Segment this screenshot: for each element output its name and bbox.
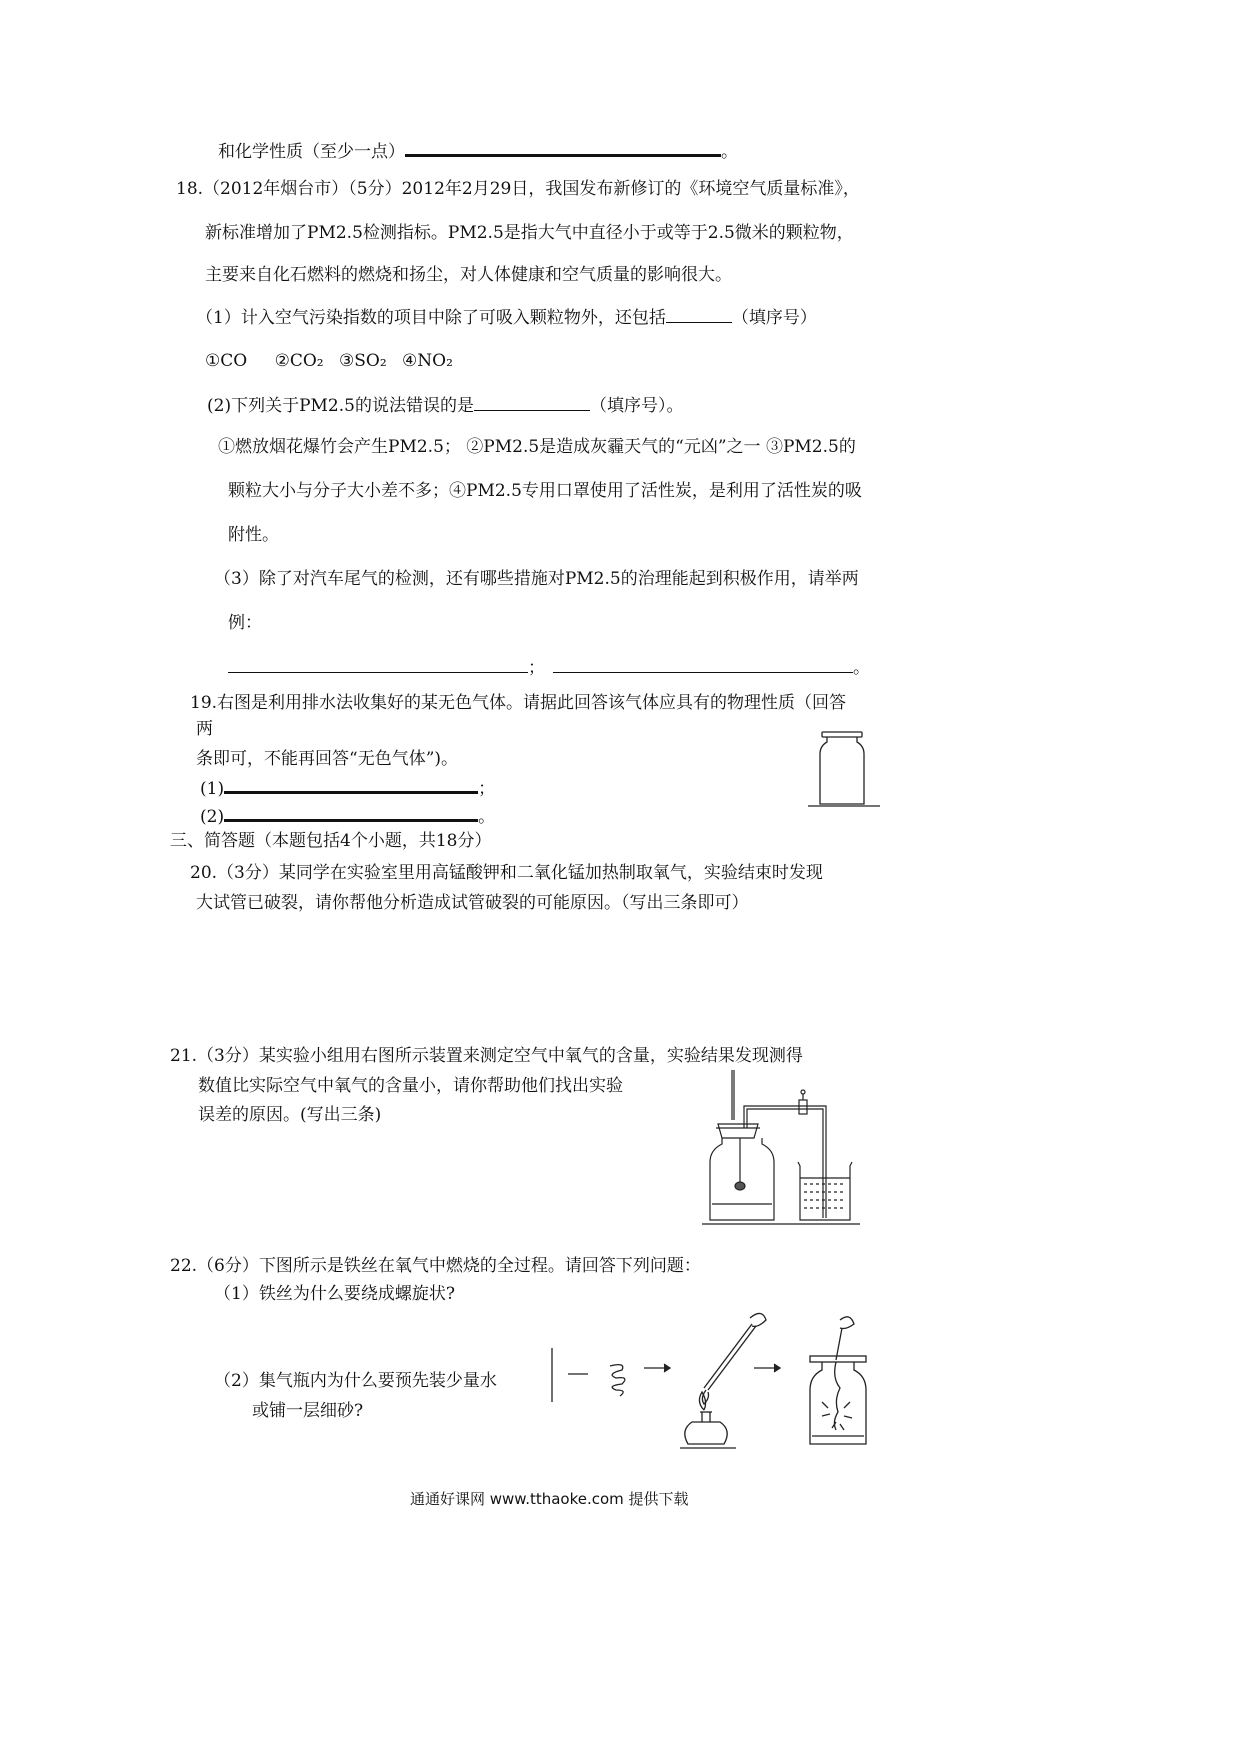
q17-tail-prefix: 和化学性质（至少一点） — [218, 142, 405, 162]
q19-answer-1-end: ； — [478, 779, 496, 799]
q18-option-3: ③SO₂ — [339, 351, 387, 371]
q21-line1: 21.（3分）某实验小组用右图所示装置来测定空气中氧气的含量，实验结果发现测得 — [170, 1046, 803, 1066]
q19-answer-2-label: (2) — [200, 807, 225, 827]
section3-title: 三、简答题（本题包括4个小题，共18分） — [170, 831, 492, 851]
q19-answer-2-end: 。 — [478, 807, 496, 827]
q21-line3: 误差的原因。(写出三条) — [198, 1105, 382, 1125]
q18-intro-line3: 主要来自化石燃料的燃烧和扬尘，对人体健康和空气质量的影响很大。 — [205, 265, 732, 285]
q18-part3-line2: 例： — [228, 613, 262, 633]
q19-answer-1 — [200, 775, 495, 800]
q17-tail-suffix: 。 — [721, 142, 738, 162]
q18-part1-prefix: （1）计入空气污染指数的项目中除了可吸入颗粒物外，还包括 — [196, 308, 666, 328]
q19-line1: 19.右图是利用排水法收集好的某无色气体。请据此回答该气体应具有的物理性质（回答 — [190, 693, 847, 713]
q18-option-4: ④NO₂ — [402, 351, 453, 371]
q21-line2: 数值比实际空气中氧气的含量小，请你帮助他们找出实验 — [198, 1076, 623, 1096]
q20-line1: 20.（3分）某同学在实验室里用高锰酸钾和二氧化锰加热制取氧气，实验结束时发现 — [190, 863, 823, 883]
q18-options — [205, 350, 453, 372]
q19-answer-1-blank[interactable] — [224, 775, 478, 794]
q18-part3-line1: （3）除了对汽车尾气的检测，还有哪些措施对PM2.5的治理能起到积极作用，请举两 — [214, 569, 859, 589]
gas-jar-figure — [800, 728, 886, 812]
footer-download-note: 通通好课网 www.tthaoke.com 提供下载 — [410, 1490, 689, 1508]
q18-part2 — [207, 394, 683, 417]
q18-option-1: ①CO — [205, 351, 248, 371]
q18-part3-answers — [228, 656, 870, 679]
q18-part3-end: 。 — [853, 658, 870, 678]
q18-part2-line3: 附性。 — [228, 525, 279, 545]
q17-tail — [218, 138, 738, 163]
q18-part2-prefix: (2)下列关于PM2.5的说法错误的是 — [207, 396, 474, 416]
q18-part1-blank[interactable] — [666, 306, 732, 323]
q18-part3-separator: ； — [528, 658, 545, 678]
q18-part2-suffix: （填序号）。 — [589, 396, 684, 416]
q22-part2-line2: 或铺一层细砂? — [252, 1401, 364, 1421]
q20-line2: 大试管已破裂，请你帮他分析造成试管破裂的可能原因。（写出三条即可） — [196, 893, 749, 913]
q22-line1: 22.（6分）下图所示是铁丝在氧气中燃烧的全过程。请回答下列问题： — [170, 1256, 701, 1276]
q18-header: 18.（2012年烟台市）（5分）2012年2月29日，我国发布新修订的《环境空气质量标准》， — [176, 179, 860, 199]
q19-answer-1-label: (1) — [200, 779, 225, 799]
q18-part2-line2: 颗粒大小与分子大小差不多；④PM2.5专用口罩使用了活性炭，是利用了活性炭的吸 — [228, 481, 862, 501]
q18-part2-blank[interactable] — [474, 394, 590, 411]
q18-part1-suffix: （填序号） — [731, 308, 817, 328]
q18-intro-line2: 新标准增加了PM2.5检测指标。PM2.5是指大气中直径小于或等于2.5微米的颗粒物， — [205, 223, 854, 243]
q19-answer-2 — [200, 803, 495, 828]
q17-answer-blank[interactable] — [405, 138, 721, 157]
q22-part1: （1）铁丝为什么要绕成螺旋状? — [214, 1284, 455, 1304]
q19-line1b: 两 — [196, 719, 213, 739]
q18-part3-blank-2[interactable] — [553, 656, 853, 673]
q18-part3-blank-1[interactable] — [228, 656, 528, 673]
q18-part1 — [196, 306, 817, 329]
q19-line2: 条即可，不能再回答“无色气体”)。 — [196, 749, 459, 769]
q22-part2-line1: （2）集气瓶内为什么要预先装少量水 — [214, 1371, 497, 1391]
oxygen-measurement-apparatus-figure — [700, 1070, 880, 1230]
q18-part2-line1: ①燃放烟花爆竹会产生PM2.5； ②PM2.5是造成灰霾天气的“元凶”之一 ③PM2.5的 — [218, 437, 856, 457]
q18-option-2: ②CO₂ — [274, 351, 324, 371]
iron-wire-combustion-figure — [540, 1298, 880, 1458]
q19-answer-2-blank[interactable] — [224, 803, 478, 822]
